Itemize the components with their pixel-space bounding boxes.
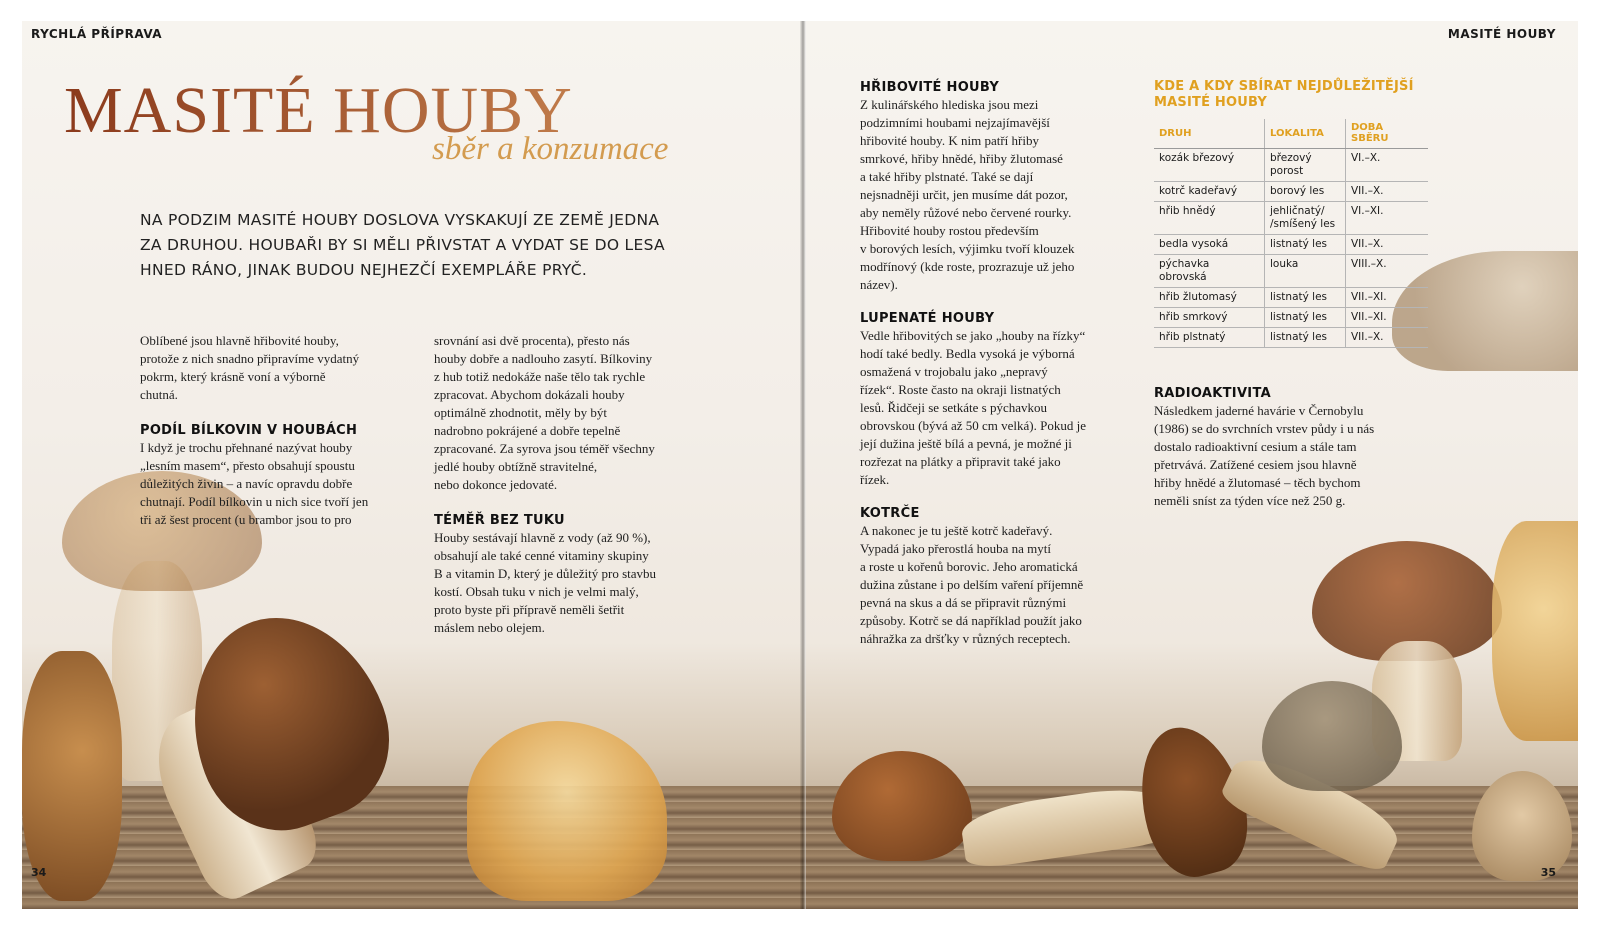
text-line: přetrvává. Zatížené cesiem jsou hlavně [1154, 457, 1357, 472]
table-cell: hřib hnědý [1154, 202, 1265, 235]
text-line: její dužina ještě bílá a pevná, je možné ji [860, 436, 1072, 451]
text-line: název). [860, 277, 898, 292]
text-line: optimálně zhodnotit, měly by být [434, 405, 607, 420]
text-line: pokrm, který krásně voní a výborně [140, 369, 326, 384]
text-line: zpracované. Za syrova jsou téměř všechny [434, 441, 655, 456]
intro-paragraph [140, 332, 410, 404]
text-line: způsoby. Kotrč se dá například použít jako [860, 613, 1082, 628]
table-cell: VI.–XI. [1346, 202, 1429, 235]
text-line: chutná. [140, 387, 178, 402]
text-line: Z kulinářského hlediska jsou mezi [860, 97, 1039, 112]
table-cell: listnatý les [1265, 288, 1346, 308]
text-line: Vypadá jako přerostlá houba na mytí [860, 541, 1051, 556]
text-line: hřiby hnědé a žlutomasé – těch bychom [1154, 475, 1361, 490]
text-line: „lesním masem“, přesto obsahují spoustu [140, 458, 355, 473]
text-line: Houby sestávají hlavně z vody (až 90 %), [434, 530, 651, 545]
table-cell: VI.–X. [1346, 149, 1429, 182]
text-line: I když je trochu přehnané nazývat houby [140, 440, 353, 455]
text-line: lesů. Řidčeji se setkáte s pýchavkou [860, 400, 1048, 415]
table-cell: VII.–X. [1346, 235, 1429, 255]
body-paragraph [860, 96, 1130, 294]
book-spine [800, 21, 806, 909]
body-paragraph [140, 439, 410, 529]
table-cell: březový porost [1265, 149, 1346, 182]
page-number-left: 34 [31, 866, 47, 879]
text-line: a také hřiby plstnaté. Také se dají [860, 169, 1034, 184]
text-line: srovnání asi dvě procenta), přesto nás [434, 333, 630, 348]
text-line: hodí také bedly. Bedla vysoká je výborná [860, 346, 1075, 361]
text-line: B a vitamin D, který je důležitý pro stavbu [434, 566, 657, 581]
table-cell: hřib žlutomasý [1154, 288, 1265, 308]
body-paragraph [860, 327, 1130, 489]
text-line: máslem nebo olejem. [434, 620, 545, 635]
text-line: kostí. Obsah tuku v nich je velmi malý, [434, 584, 639, 599]
lead-paragraph [140, 208, 665, 283]
text-line: Následkem jaderné havárie v Černobylu [1154, 403, 1364, 418]
table-cell: borový les [1265, 182, 1346, 202]
text-line: řízek“. Roste často na okraji listnatých [860, 382, 1061, 397]
section-heading: KOTRČE [860, 506, 920, 521]
radioactivity-section [1154, 385, 1434, 510]
table-cell: kotrč kadeřavý [1154, 182, 1265, 202]
table-cell: VII.–XI. [1346, 308, 1429, 328]
text-line: zpracovat. Abychom dokázali houby [434, 387, 625, 402]
text-line: dužina zůstane i po delším vaření příjemně [860, 577, 1084, 592]
table-cell: hřib smrkový [1154, 308, 1265, 328]
page-subtitle: sběr a konzumace [432, 131, 669, 167]
section-heading: PODÍL BÍLKOVIN V HOUBÁCH [140, 423, 358, 438]
text-line: neměli sníst za týden více než 250 g. [1154, 493, 1346, 508]
text-line: Oblíbené jsou hlavně hřibovité houby, [140, 333, 339, 348]
text-line: modřínový (kde roste, prozrazuje už jeho [860, 259, 1075, 274]
section-heading: LUPENATÉ HOUBY [860, 311, 995, 326]
text-line: v borových lesích, výjimku tvoří klouzek [860, 241, 1075, 256]
table-header: DOBA SBĚRU [1346, 119, 1429, 149]
running-head-right: MASITÉ HOUBY [1447, 27, 1556, 41]
text-line: tři až šest procent (u brambor jsou to pro [140, 512, 352, 527]
text-line: důležitých živin – a navíc opravdu dobře [140, 476, 353, 491]
text-line: smrkové, hřiby hnědé, hřiby žlutomasé [860, 151, 1063, 166]
text-column-2 [434, 332, 714, 637]
table-cell: VII.–X. [1346, 328, 1429, 348]
table-cell: louka [1265, 255, 1346, 288]
box-title: KDE A KDY SBÍRAT NEJDŮLEŽITĚJŠÍ MASITÉ HOUBY [1154, 79, 1414, 110]
text-line: A nakonec je tu ještě kotrč kadeřavý. [860, 523, 1053, 538]
text-line: hřibovité houby. K nim patří hřiby [860, 133, 1039, 148]
page-title: MASITÉ HOUBY [64, 74, 573, 147]
coral-mushroom-photo [447, 711, 707, 909]
body-paragraph [860, 522, 1130, 648]
text-line: řízek. [860, 472, 890, 487]
text-line: obsahují ale také cenné vitaminy skupiny [434, 548, 649, 563]
table-cell: VIII.–X. [1346, 255, 1429, 288]
body-paragraph [434, 332, 714, 494]
table-row [1154, 202, 1428, 235]
text-line: (1986) se do svrchních vrstev půdy i u nás [1154, 421, 1375, 436]
table-cell: hřib plstnatý [1154, 328, 1265, 348]
table-cell: VII.–XI. [1346, 288, 1429, 308]
text-column-3 [860, 79, 1130, 648]
text-line: pevná na skus a dá se připravit různými [860, 595, 1067, 610]
text-line: podzimními houbami nejzajímavější [860, 115, 1050, 130]
text-line: aby neměly růžové nebo červené rourky. [860, 205, 1072, 220]
body-paragraph [1154, 402, 1434, 510]
text-line: proto byste při přípravě neměli šetřit [434, 602, 625, 617]
text-line: nadrobno pokrájené a dobře tepelně [434, 423, 621, 438]
harvest-table [1154, 119, 1428, 348]
running-head-left: RYCHLÁ PŘÍPRAVA [31, 27, 163, 41]
text-line: chutnají. Podíl bílkovin u nich sice tvoří jen [140, 494, 369, 509]
text-line: nejsnadněji určit, jen musíme dát pozor, [860, 187, 1068, 202]
body-paragraph [434, 529, 714, 637]
lead-line: ZA DRUHOU. HOUBAŘI BY SI MĚLI PŘIVSTAT A VYDAT SE DO LESA [140, 236, 665, 254]
table-cell: listnatý les [1265, 308, 1346, 328]
text-line: Hřibovité houby rostou především [860, 223, 1039, 238]
magazine-spread [22, 21, 1578, 909]
table-row [1154, 235, 1428, 255]
lead-line: NA PODZIM MASITÉ HOUBY DOSLOVA VYSKAKUJÍ ZE ZEMĚ JEDNA [140, 211, 660, 229]
table-row [1154, 328, 1428, 348]
section-heading: RADIOAKTIVITA [1154, 386, 1271, 401]
text-line: obrovskou (bývá až 50 cm velká). Pokud je [860, 418, 1087, 433]
text-line: náhražka za dršťky v různých receptech. [860, 631, 1071, 646]
text-line: nebo dokonce jedovaté. [434, 477, 558, 492]
table-row [1154, 288, 1428, 308]
table-row [1154, 182, 1428, 202]
section-heading: TÉMĚŘ BEZ TUKU [434, 513, 565, 528]
text-line: Vedle hřibovitých se jako „houby na řízky“ [860, 328, 1086, 343]
table-cell: bedla vysoká [1154, 235, 1265, 255]
table-row [1154, 255, 1428, 288]
table-cell: VII.–X. [1346, 182, 1429, 202]
text-column-1 [140, 332, 410, 529]
table-cell: jehličnatý/ /smíšený les [1265, 202, 1346, 235]
table-cell: listnatý les [1265, 328, 1346, 348]
text-line: houby dobře a nadlouho zasytí. Bílkoviny [434, 351, 653, 366]
text-line: jedlé houby obtížně stravitelné, [434, 459, 598, 474]
text-line: z hub totiž nedokáže naše tělo tak rychle [434, 369, 646, 384]
table-row [1154, 149, 1428, 182]
table-header: LOKALITA [1265, 119, 1346, 149]
text-line: a roste u kořenů borovic. Jeho aromatická [860, 559, 1078, 574]
table-row [1154, 308, 1428, 328]
table-cell: pýchavka obrovská [1154, 255, 1265, 288]
table-header-row [1154, 119, 1428, 149]
table-header: DRUH [1154, 119, 1265, 149]
lead-line: HNED RÁNO, JINAK BUDOU NEJHEZČÍ EXEMPLÁŘE PRYČ. [140, 261, 588, 279]
text-line: dostalo radioaktivní cesium a stále tam [1154, 439, 1357, 454]
text-line: osmažená v trojobalu jako „nepravý [860, 364, 1048, 379]
table-cell: kozák březový [1154, 149, 1265, 182]
table-cell: listnatý les [1265, 235, 1346, 255]
text-line: protože z nich snadno připravíme vydatný [140, 351, 360, 366]
section-heading: HŘIBOVITÉ HOUBY [860, 80, 1000, 95]
text-line: rozřezat na plátky a připravit také jako [860, 454, 1061, 469]
page-number-right: 35 [1540, 866, 1556, 879]
